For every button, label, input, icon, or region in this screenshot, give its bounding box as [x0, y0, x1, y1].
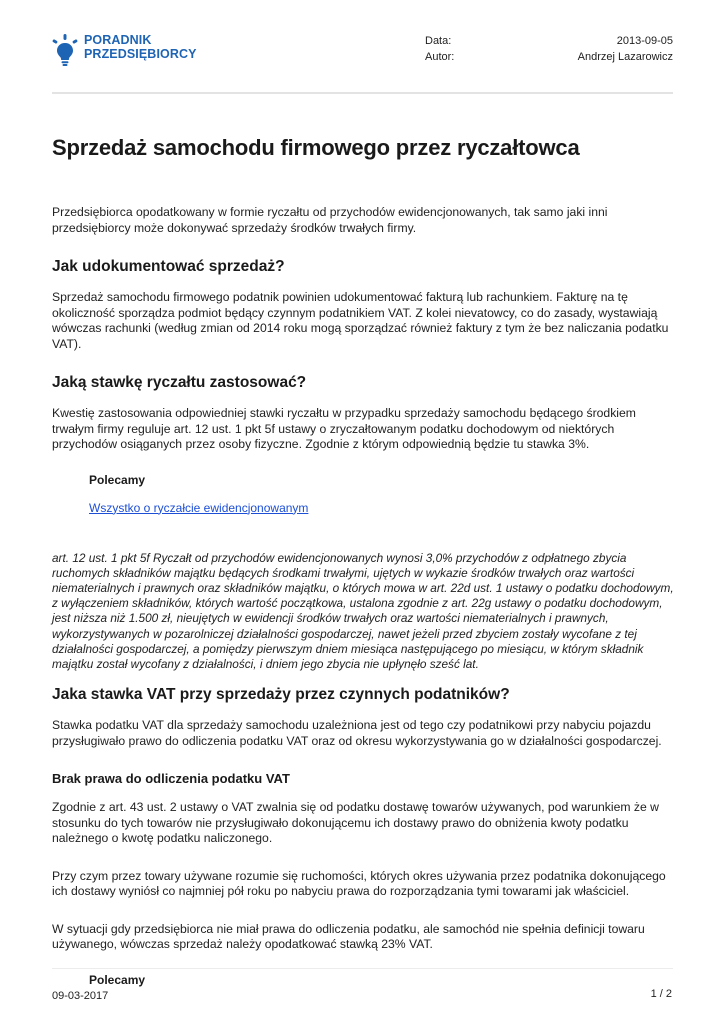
footer-date: 09-03-2017 [52, 990, 109, 1002]
subsection-text-3: W sytuacji gdy przedsiębiorca nie miał prawa do odliczenia podatku, ale samochód nie spełnia definicji towaru używanego, wówczas sprzedaż należy opodatkować stawką 23% VAT. [52, 921, 645, 952]
page-title: Sprzedaż samochodu firmowego przez ryczałtowca [52, 135, 580, 160]
subsection-text-2: Przy czym przez towary używane rozumie się ruchomości, których okres używania przez podatnika dokonującego ich dostawy wyniósł co najmniej pół roku po nabyciu prawa do rozporządzania tymi towarami jak właściciel. [52, 868, 666, 899]
date-label: Data: [425, 35, 452, 47]
article-meta [425, 33, 673, 65]
recommend-box-2 [89, 973, 674, 987]
lightbulb-icon [52, 33, 78, 67]
intro-paragraph: Przedsiębiorca opodatkowany w formie ryczałtu od przychodów ewidencjonowanych, tak samo jaki inni przedsiębiorcy może dokonywać sprzedaży środków trwałych firmy. [52, 205, 608, 235]
section-documentation-text: Sprzedaż samochodu firmowego podatnik powinien udokumentować fakturą lub rachunkiem. Fakturę na tę okoliczność sporządza podmiot będący czynnym podatnikiem VAT. Z kolei nievatowcy, co do zasady, wystawiają wówczas rachunki (według zmian od 2014 roku mogą sporządzać również faktury z tym że bez naliczania podatku VAT). [52, 290, 669, 351]
subsection-text-1: Zgodnie z art. 43 ust. 2 ustawy o VAT zwalnia się od podatku dostawę towarów używanych, pod warunkiem że w stosunku do tych towarów nie przysługiwało dokonującemu ich dostawy prawo do obniżenia kwoty podatku należnego o kwotę podatku naliczonego. [52, 800, 659, 846]
footer-divider [52, 968, 673, 969]
header-divider [52, 92, 673, 94]
section-vat-text: Stawka podatku VAT dla sprzedaży samochodu uzależniona jest od tego czy podatnikowi przy nabyciu pojazdu przysługiwało prawo do odliczenia podatku VAT oraz od okresu wykorzystywania go w działalności gospodarczej. [52, 718, 662, 748]
section-heading-documentation: Jak udokumentować sprzedaż? [52, 258, 285, 275]
section-heading-rate: Jaką stawkę ryczałtu zastosować? [52, 374, 307, 391]
page-number: 1 / 2 [650, 988, 672, 1000]
meta-date-row [425, 33, 673, 49]
meta-author-row [425, 49, 673, 65]
section-heading-vat: Jaka stawka VAT przy sprzedaży przez czynnych podatników? [52, 686, 510, 704]
recommend-label-2: Polecamy [89, 972, 146, 987]
recommend-label: Polecamy [89, 472, 146, 487]
logo-line1: PORADNIK [84, 33, 152, 47]
recommend-box [89, 473, 674, 517]
logo[interactable] [52, 33, 197, 67]
article-body [52, 205, 674, 987]
recommend-link[interactable]: Wszystko o ryczałcie ewidencjonowanym [89, 500, 309, 515]
date-value: 2013-09-05 [616, 35, 673, 47]
legal-quote: art. 12 ust. 1 pkt 5f Ryczałt od przychodów ewidencjonowanych wynosi 3,0% przychodów z odpłatnego zbycia ruchomych składników majątku będących środkami trwałymi, ujętych w wykazie środków trwałych oraz wartości niematerialnych i prawnych oraz składników majątku, o których mowa w art. 22d ust. 1 ustawy o podatku dochodowym, z wyłączeniem składników, których wartość początkowa, ustalona zgodnie z art. 22g ustawy o podatku dochodowym, jest niższa niż 1.500 zł, nieujętych w ewidencji środków trwałych oraz wartości niematerialnych i prawnych, wykorzystywanych w pozarolniczej działalności gospodarczej, nawet jeżeli przed zbyciem zostały wycofane z tej działalności gospodarczej, a pomiędzy pierwszym dniem miesiąca następującego po miesiącu, w którym składnik majątku został wycofany z działalności, i dniem jego zbycia nie upłynęło sześć lat. [52, 550, 674, 671]
logo-text [84, 33, 197, 61]
subsection-heading-no-deduction: Brak prawa do odliczenia podatku VAT [52, 771, 290, 787]
author-value: Andrzej Lazarowicz [577, 51, 673, 63]
section-rate-text: Kwestię zastosowania odpowiedniej stawki ryczałtu w przypadku sprzedaży samochodu będącego środkiem trwałym firmy reguluje art. 12 ust. 1 pkt 5f ustawy o zryczałtowanym podatku dochodowym od niektórych przychodów osiąganych przez osoby fizyczne. Zgodnie z którym odpowiednią będzie tu stawka 3%. [52, 406, 636, 451]
logo-line2: PRZEDSIĘBIORCY [84, 47, 197, 61]
author-label: Autor: [425, 51, 455, 63]
